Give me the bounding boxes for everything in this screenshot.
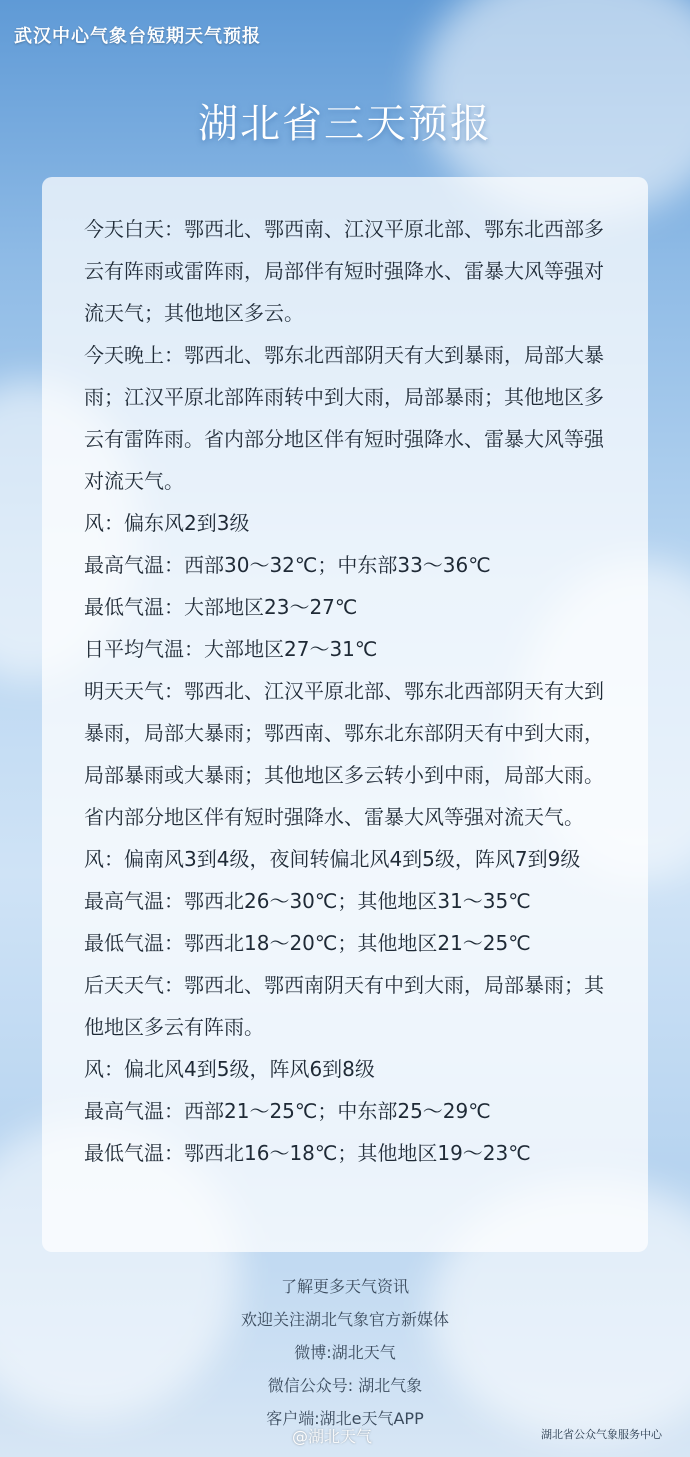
forecast-low-tomorrow: 最低气温：鄂西北18～20℃；其他地区21～25℃ <box>84 931 531 955</box>
footer-weibo: 微博:湖北天气 <box>294 1343 396 1362</box>
forecast-avg-today: 日平均气温：大部地区27～31℃ <box>84 637 378 661</box>
source-header: 武汉中心气象台短期天气预报 <box>14 26 261 47</box>
footer-info <box>0 1270 690 1435</box>
forecast-card <box>42 177 648 1252</box>
forecast-today-day: 今天白天：鄂西北、鄂西南、江汉平原北部、鄂东北西部多云有阵雨或雷阵雨，局部伴有短时强降水、雷暴大风等强对流天气；其他地区多云。 <box>84 217 604 325</box>
footer-follow: 欢迎关注湖北气象官方新媒体 <box>240 1310 449 1329</box>
footer-app: 客户端:湖北e天气APP <box>266 1409 424 1428</box>
forecast-wind-tomorrow: 风：偏南风3到4级，夜间转偏北风4到5级，阵风7到9级 <box>84 847 581 871</box>
forecast-low-day-after: 最低气温：鄂西北16～18℃；其他地区19～23℃ <box>84 1141 531 1165</box>
forecast-high-day-after: 最高气温：西部21～25℃；中东部25～29℃ <box>84 1099 491 1123</box>
forecast-wind-today: 风：偏东风2到3级 <box>84 511 250 535</box>
forecast-high-today: 最高气温：西部30～32℃；中东部33～36℃ <box>84 553 491 577</box>
forecast-low-today: 最低气温：大部地区23～27℃ <box>84 595 358 619</box>
org-name: 湖北省公众气象服务中心 <box>541 1428 662 1441</box>
forecast-wind-day-after: 风：偏北风4到5级，阵风6到8级 <box>84 1057 375 1081</box>
page-title: 湖北省三天预报 <box>198 101 492 147</box>
forecast-high-tomorrow: 最高气温：鄂西北26～30℃；其他地区31～35℃ <box>84 889 531 913</box>
weibo-watermark: @湖北天气 <box>292 1427 373 1446</box>
forecast-tomorrow: 明天天气：鄂西北、江汉平原北部、鄂东北西部阴天有大到暴雨，局部大暴雨；鄂西南、鄂东北东部阴天有中到大雨，局部暴雨或大暴雨；其他地区多云转小到中雨，局部大雨。省内部分地区伴有短时强降水、雷暴大风等强对流天气。 <box>84 679 604 829</box>
footer-wechat: 微信公众号: 湖北气象 <box>267 1376 423 1395</box>
forecast-today-night: 今天晚上：鄂西北、鄂东北西部阴天有大到暴雨，局部大暴雨；江汉平原北部阵雨转中到大雨，局部暴雨；其他地区多云有雷阵雨。省内部分地区伴有短时强降水、雷暴大风等强对流天气。 <box>84 343 604 493</box>
forecast-day-after: 后天天气：鄂西北、鄂西南阴天有中到大雨，局部暴雨；其他地区多云有阵雨。 <box>84 973 604 1039</box>
footer-more-info: 了解更多天气资讯 <box>280 1277 409 1296</box>
